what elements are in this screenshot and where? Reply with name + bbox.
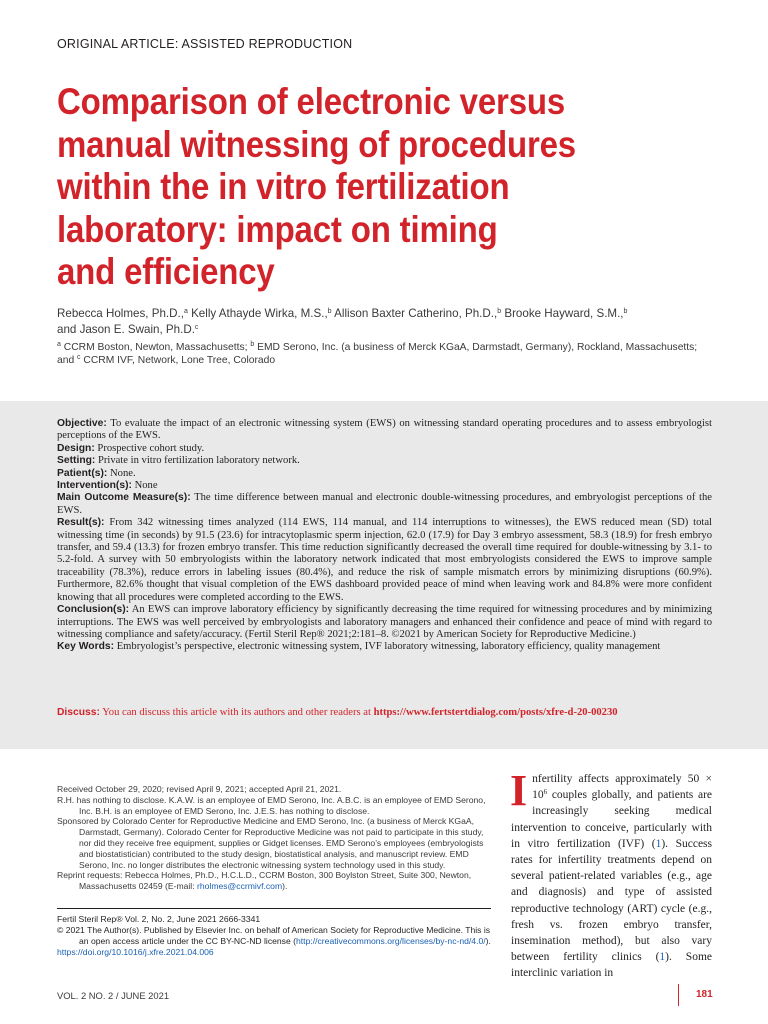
author-name: Brooke Hayward, S.M., (501, 307, 624, 320)
author-name: Allison Baxter Catherino, Ph.D., (331, 307, 498, 320)
reprint-text: Reprint requests: Rebecca Holmes, Ph.D., H.C.L.D., CCRM Boston, 300 Boylston Street, Suite 300, Newton, Massachusetts 02459 (E-mail: (57, 870, 472, 892)
discuss-text: You can discuss this article with its authors and other readers at (99, 707, 374, 718)
discuss-label: Discuss: (57, 707, 100, 718)
title-line: within the in vitro fertilization (57, 165, 510, 207)
intro-text: nfertility affects approximately 50 × 10 (532, 773, 712, 802)
title-line: manual witnessing of procedures (57, 122, 576, 165)
affiliation-mark: a (57, 341, 61, 348)
affiliation-mark: c (77, 353, 81, 361)
journal-info (57, 914, 491, 958)
abstract-text: The time difference between manual and electronic double-witnessing procedures, and embryologist perceptions of the EWS. (57, 492, 712, 516)
abstract-label: Design: (57, 442, 95, 454)
license-text: ). (485, 936, 491, 946)
intro-text: couples globally, and patients are increasingly seeking medical intervention to conceive, particularly with in vitro fertilization (IVF) ( (511, 789, 712, 850)
discuss-line (57, 707, 717, 718)
footer-divider (678, 984, 679, 1006)
sponsor-note: Sponsored by Colorado Center for Reproductive Medicine and EMD Serono, Inc. (a business of Merck KGaA, Darmstadt, Germany). Colorado Center for Reproductive Medicine was not paid to participate in this study, nor did they receive free equipment, supplies or Gidget licenses. EMD Serono’s employees (embryologists and biostatistician) contributed to the study design, biostatistical analysis, and manuscript review. EMD Serono, Inc. no longer distributes the electronic witnessing system technology used in this study. (57, 816, 484, 870)
abstract-text: None (134, 480, 158, 492)
discuss-link[interactable]: https://www.fertstertdialog.com/posts/xfre-d-20-00230 (373, 707, 618, 718)
citation-link[interactable]: 1 (659, 951, 666, 964)
section-label: ORIGINAL ARTICLE: ASSISTED REPRODUCTION (57, 37, 353, 51)
abstract-outcome (57, 492, 712, 517)
footer-volume: VOL. 2 NO. 2 / JUNE 2021 (57, 990, 170, 1001)
affiliation-text: CCRM IVF, Network, Lone Tree, Colorado (80, 354, 276, 366)
drop-cap: I (510, 766, 528, 815)
abstract-label: Main Outcome Measure(s): (57, 492, 191, 504)
article-notes (57, 784, 491, 892)
abstract-patients (57, 468, 712, 480)
abstract-design (57, 443, 712, 455)
affiliation-mark: b (623, 308, 628, 315)
abstract-text: Prospective cohort study. (97, 442, 205, 454)
received-dates: Received October 29, 2020; revised April 9, 2021; accepted April 21, 2021. (57, 784, 342, 794)
affiliation-mark: b (250, 341, 255, 348)
reprint-email-link[interactable]: rholmes@ccrmivf.com (196, 881, 283, 892)
author-name: Kelly Athayde Wirka, M.S., (187, 307, 328, 320)
author-name: Rebecca Holmes, Ph.D., (57, 307, 184, 320)
abstract-label: Intervention(s): (57, 480, 132, 492)
abstract-label: Setting: (57, 455, 96, 467)
disclosure-note: R.H. has nothing to disclose. K.A.W. is an employee of EMD Serono, Inc. A.B.C. is an employee of EMD Serono, Inc. B.H. is an employee of EMD Serono, Inc. J.E.S. has nothing to disclose. (57, 794, 486, 816)
title-line: laboratory: impact on timing (57, 207, 498, 250)
page-number: 181 (696, 989, 713, 1000)
abstract-text: To evaluate the impact of an electronic witnessing system (EWS) on witnessing standard operating procedures and to assess embryologist perceptions of the EWS. (57, 418, 712, 442)
abstract-keywords (57, 641, 712, 653)
abstract-label: Conclusion(s): (57, 604, 130, 616)
exponent: 6 (543, 788, 548, 797)
author-list (57, 306, 717, 337)
abstract-text: Private in vitro fertilization laboratory network. (97, 455, 300, 467)
journal-citation: Fertil Steril Rep® Vol. 2, No. 2, June 2021 2666-3341 (57, 914, 261, 924)
abstract-text: None. (110, 467, 136, 479)
abstract-objective (57, 418, 712, 443)
intro-text: ). Success rates for infertility treatments depend on several patient-related variables (e.g., age and diagnosis) and type of assisted reproductive technology (ART) cycle (e.g., fresh vs. frozen embryo transfer, insemination method), but also vary between fertility clinics ( (511, 837, 713, 964)
reprint-note (57, 870, 491, 892)
doi-line (57, 947, 491, 958)
abstract-text: From 342 witnessing times analyzed (114 EWS, 114 manual, and 114 interruptions to witnesses), the EWS reduced mean (SD) total witnessing time (in seconds) by 91.5 (23.6) for intracytoplasmic sperm injection, 62.0 (17.9) for Day 3 embryo assessment, 58.3 (18.9) for fresh embryo transfer, and 59.4 (13.3) for frozen embryo transfer. This time reduction significantly decreased the overall time required for double-witnessing by 3.1- to 5.2-fold. A survey with 50 embryologists within the laboratory network indicated that most embryologists considered the EWS to improve sample traceability (78.3%), reduce errors in labeling issues (80.4%), and reduce the risk of sample mismatch errors by minimizing disruptions (60.9%). Furthermore, 82.6% thought that visual completion of the EWS dashboard provided peace of mind when leaving work and 84.8% were more confident knowing that all procedures were completed according to the EWS. (57, 517, 712, 603)
abstract (57, 418, 712, 654)
affiliation-mark: a (183, 308, 188, 315)
abstract-text: An EWS can improve laboratory efficiency by significantly decreasing the time required for witnessing procedures and by minimizing interruptions. The EWS was well perceived by embryologists and laboratory managers and enhanced their confidence and peace of mind with regard to witnessing compliance and safety/accuracy. (Fertil Steril Rep® 2021;2:181–8. ©2021 by American Society for Reproductive Medicine.) (57, 604, 712, 640)
title-line: and efficiency (57, 250, 275, 292)
affiliation-mark: b (327, 308, 332, 315)
notes-divider (57, 908, 491, 909)
affiliation-mark: b (497, 308, 502, 315)
abstract-results (57, 517, 712, 604)
title-line: Comparison of electronic versus (57, 80, 566, 122)
abstract-label: Patient(s): (57, 467, 108, 479)
abstract-label: Result(s): (57, 517, 105, 529)
abstract-conclusions (57, 604, 712, 641)
doi-link[interactable]: https://doi.org/10.1016/j.xfre.2021.04.006 (57, 947, 214, 957)
abstract-label: Key Words: (57, 641, 115, 653)
abstract-interventions (57, 480, 712, 492)
license-text: © 2021 The Author(s). Published by Elsevier Inc. on behalf of American Society for Reproductive Medicine. This is an open access article under the CC BY-NC-ND license ( (57, 925, 491, 946)
affiliations (57, 342, 717, 367)
author-name: and Jason E. Swain, Ph.D. (57, 322, 195, 336)
intro-text: ). Some interclinic variation in (511, 951, 712, 980)
affiliation-text: CCRM Boston, Newton, Massachusetts; (60, 342, 251, 353)
reprint-text: ). (282, 881, 288, 892)
license-link[interactable]: http://creativecommons.org/licenses/by-nc-nd/4.0/ (296, 936, 486, 946)
license-note (57, 925, 491, 947)
affiliation-mark: c (194, 323, 199, 331)
abstract-label: Objective: (57, 418, 107, 429)
abstract-setting (57, 455, 712, 467)
abstract-text: Embryologist’s perspective, electronic witnessing system, IVF laboratory witnessing, laboratory efficiency, quality management (116, 641, 661, 653)
introduction-text (510, 766, 713, 982)
article-title (57, 80, 638, 293)
affiliation-text: EMD Serono, Inc. (a business of Merck KGaA, Darmstadt, Germany), Rockland, Massachusetts; and (57, 342, 698, 366)
citation-link[interactable]: 1 (655, 837, 662, 850)
